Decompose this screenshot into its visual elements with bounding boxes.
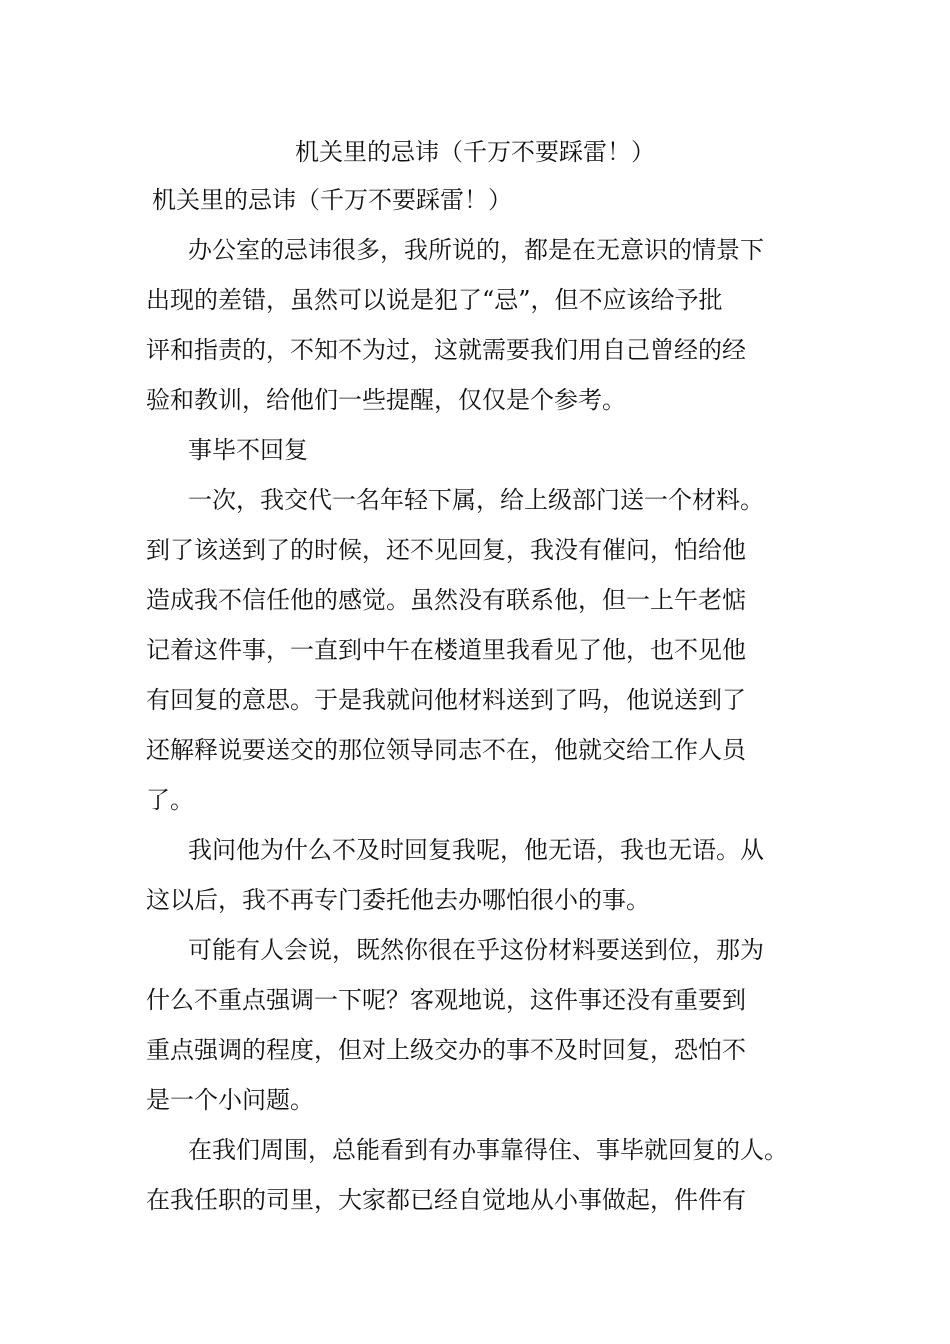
document-subtitle: 机关里的忌讳（千万不要踩雷！） (152, 186, 512, 214)
paragraph-line: 还解释说要送交的那位领导同志不在，他就交给工作人员 (146, 736, 746, 764)
paragraph-line: 一次，我交代一名年轻下属，给上级部门送一个材料。 (188, 486, 764, 514)
paragraph-line: 在我任职的司里，大家都已经自觉地从小事做起，件件有 (146, 1186, 746, 1214)
paragraph-line: 有回复的意思。于是我就问他材料送到了吗，他说送到了 (146, 686, 746, 714)
paragraph-line: 重点强调的程度，但对上级交办的事不及时回复，恐怕不 (146, 1036, 746, 1064)
paragraph-line: 我问他为什么不及时回复我呢，他无语，我也无语。从 (188, 836, 764, 864)
paragraph-line: 办公室的忌讳很多，我所说的，都是在无意识的情景下 (188, 236, 764, 264)
paragraph-line: 什么不重点强调一下呢？客观地说，这件事还没有重要到 (146, 986, 746, 1014)
paragraph-line: 造成我不信任他的感觉。虽然没有联系他，但一上午老惦 (146, 586, 746, 614)
paragraph-line: 出现的差错，虽然可以说是犯了“忌”，但不应该给予批 (146, 286, 723, 314)
paragraph-line: 了。 (146, 786, 194, 814)
paragraph-line: 是一个小问题。 (146, 1086, 314, 1114)
paragraph-line: 到了该送到了的时候，还不见回复，我没有催问，怕给他 (146, 536, 746, 564)
paragraph-line: 验和教训，给他们一些提醒，仅仅是个参考。 (146, 386, 626, 414)
document-body (146, 230, 810, 1230)
paragraph-line: 这以后，我不再专门委托他去办哪怕很小的事。 (146, 886, 650, 914)
paragraph-line: 可能有人会说，既然你很在乎这份材料要送到位，那为 (188, 936, 764, 964)
section-heading: 事毕不回复 (188, 436, 308, 464)
paragraph-line: 在我们周围，总能看到有办事靠得住、事毕就回复的人。 (188, 1136, 788, 1164)
paragraph-line: 记着这件事，一直到中午在楼道里我看见了他，也不见他 (146, 636, 746, 664)
paragraph-line: 评和指责的，不知不为过，这就需要我们用自己曾经的经 (146, 336, 746, 364)
document-title: 机关里的忌讳（千万不要踩雷！） (295, 138, 655, 166)
